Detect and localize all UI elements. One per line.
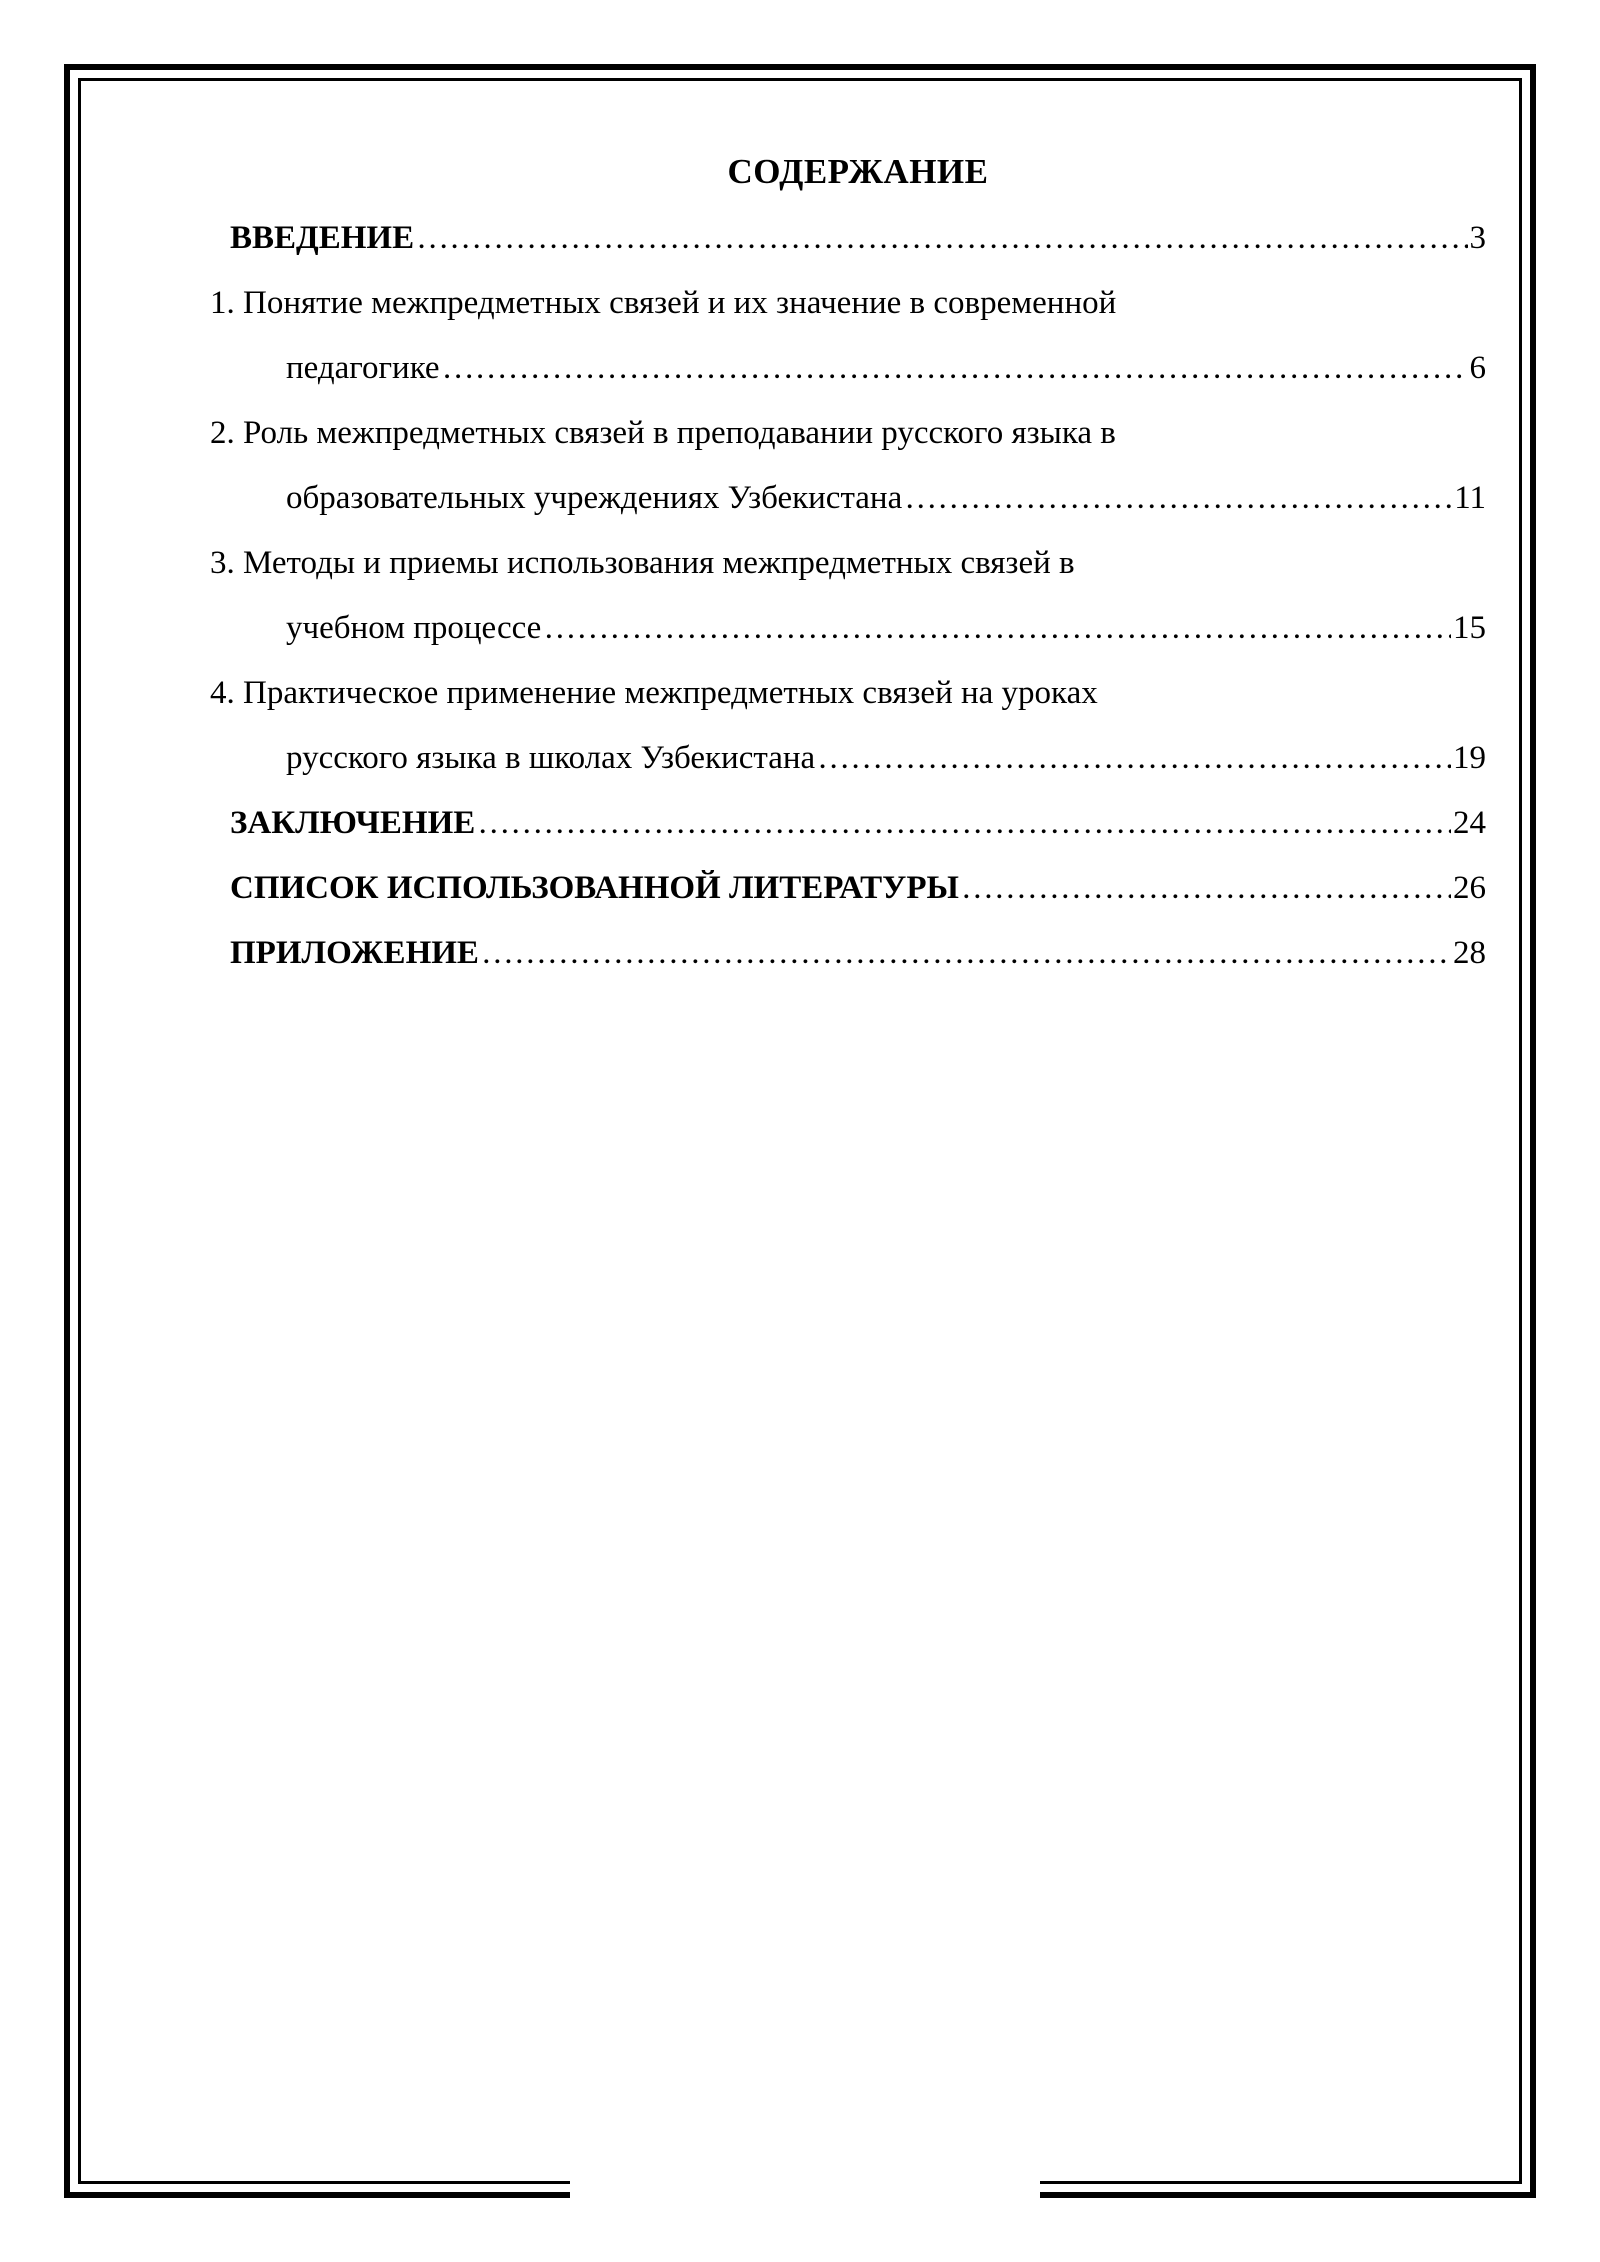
toc-leader-dots xyxy=(543,608,1451,648)
toc-leader-dots xyxy=(442,348,1468,388)
toc-leader-dots xyxy=(416,218,1467,258)
toc-leader-dots xyxy=(817,738,1451,778)
toc-leader-dots xyxy=(961,868,1451,908)
toc-entry-label: учебном процессе xyxy=(286,610,542,646)
toc-page-number: 26 xyxy=(1453,870,1486,906)
toc-page-number: 11 xyxy=(1454,480,1486,516)
toc-entry-label: образовательных учреждениях Узбекистана xyxy=(286,480,903,516)
toc-page-number: 6 xyxy=(1469,350,1486,386)
toc-entry-references[interactable] xyxy=(230,868,1486,908)
toc-entry-label: СПИСОК ИСПОЛЬЗОВАННОЙ ЛИТЕРАТУРЫ xyxy=(230,870,959,906)
toc-entry-label: ВВЕДЕНИЕ xyxy=(230,220,415,256)
frame-bottom-gap xyxy=(570,2150,1040,2210)
toc-entry-2[interactable] xyxy=(286,478,1486,518)
toc-entry-4[interactable] xyxy=(286,738,1486,778)
toc-entry-appendix[interactable] xyxy=(230,933,1486,973)
toc-page-number: 28 xyxy=(1453,935,1486,971)
toc-entry-1[interactable] xyxy=(286,348,1486,388)
toc-page-number: 3 xyxy=(1469,220,1486,256)
toc-entry-2-line1: 2. Роль межпредметных связей в преподавании русского языка в xyxy=(210,415,1116,451)
toc-entry-label: ПРИЛОЖЕНИЕ xyxy=(230,935,479,971)
toc-entry-introduction[interactable] xyxy=(230,218,1486,258)
toc-entry-1-line1: 1. Понятие межпредметных связей и их значение в современной xyxy=(210,285,1117,321)
toc-entry-label: педагогике xyxy=(286,350,440,386)
toc-entry-label: русского языка в школах Узбекистана xyxy=(286,740,816,776)
toc-entry-conclusion[interactable] xyxy=(230,803,1486,843)
toc-entry-3[interactable] xyxy=(286,608,1486,648)
toc-leader-dots xyxy=(477,803,1451,843)
toc-leader-dots xyxy=(904,478,1452,518)
toc-page-number: 15 xyxy=(1453,610,1486,646)
toc-entry-3-line1: 3. Методы и приемы использования межпредметных связей в xyxy=(210,545,1075,581)
toc-page-number: 24 xyxy=(1453,805,1486,841)
toc-entry-4-line1: 4. Практическое применение межпредметных связей на уроках xyxy=(210,675,1098,711)
toc-entry-label: ЗАКЛЮЧЕНИЕ xyxy=(230,805,476,841)
toc-leader-dots xyxy=(481,933,1451,973)
toc-page-number: 19 xyxy=(1453,740,1486,776)
page-frame-inner xyxy=(78,78,1522,2184)
toc-title: СОДЕРЖАНИЕ xyxy=(727,152,989,191)
